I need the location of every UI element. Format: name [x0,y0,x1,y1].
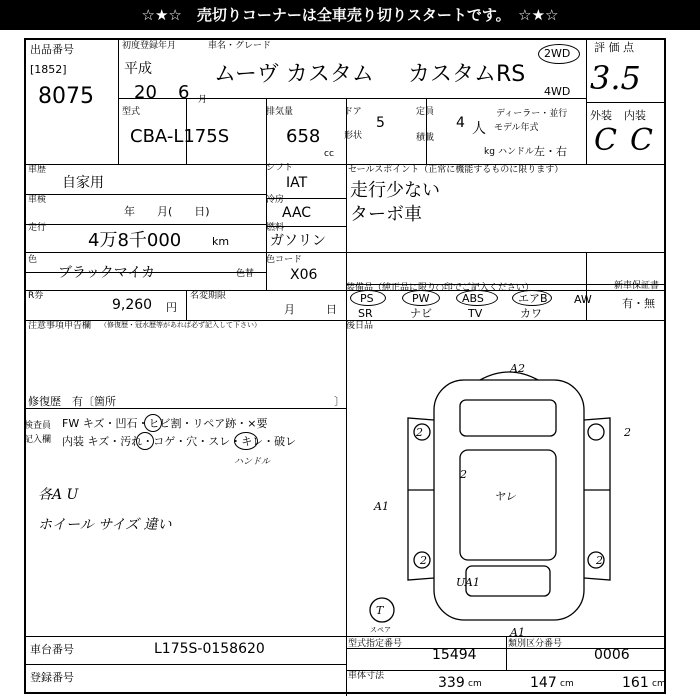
equip-tag-2: PW [412,292,430,305]
doors-value: 5 [376,115,385,131]
circled-stone-chip [144,414,162,432]
capacity-label: 積載 [416,133,435,143]
spec-len-unit: cm [468,679,482,689]
diagram-mark-a2: A2 [510,362,525,375]
inspection-label: 車検 [28,195,47,205]
ext-label: 外装 [590,109,612,122]
seats-value: 4 [456,115,465,131]
repair-label: 修復歴 有〔箇所 [28,395,116,408]
fuel-label: 燃料 [266,223,285,233]
lot-sub: [1852] [30,63,67,76]
diagram-mark-2-mid: 2 [460,468,467,481]
type-value: CBA-L175S [130,126,230,147]
banner: ☆★☆ 売切りコーナーは全車売り切りスタートです。 ☆★☆ [0,0,700,30]
kg-unit: kg [484,147,495,157]
reg-era: 平成 [124,61,152,77]
shape-label: 形状 [344,131,363,141]
dealer-label: ディーラー・並行 [496,109,568,119]
engine-label: 排気量 [266,107,294,117]
model-year-label: モデル年式 [494,123,539,133]
diagram-mark-t: T [376,604,384,617]
after-label: 後日品 [346,321,374,331]
equip-sub-4: カワ [520,307,542,320]
shift-label: シフト [266,163,294,173]
name-change-day: 日 [326,303,337,316]
inspector-row2: 内装 キズ・汚れ・コゲ・穴・スレ・キレ・破レ [62,435,297,448]
mileage-label: 走行 [28,223,47,233]
diagram-mark-a1-left: A1 [374,500,389,513]
equip-aw: AW [574,293,592,306]
spec-class-label: 類別区分番号 [508,639,563,649]
ac-value: AAC [282,205,312,221]
ext-grade: C [594,123,617,158]
lot-label: 出品番号 [30,43,74,56]
equip-sub-3: TV [468,307,483,320]
new-warranty-value: 有・無 [622,297,655,310]
grade-name: カスタムRS [408,62,526,87]
drive-2wd: 2WD [544,47,571,60]
diagram-mark-yare: ヤレ [494,490,516,503]
spec-type-label: 型式指定番号 [348,639,403,649]
seats-unit: 人 [472,121,486,137]
fuel-value: ガソリン [270,233,326,249]
diagram-mark-2-rr: 2 [596,554,603,567]
diagram-mark-2-rl: 2 [420,554,427,567]
diagram-mark-a1-rear: A1 [510,626,525,638]
ac-label: 冷房 [266,195,285,205]
mileage-value: 4万8千000 [88,230,182,251]
notes-hint: （修復歴・冠水歴等があれば必ず記入して下さい） [100,321,261,329]
lot-number: 8075 [38,84,94,109]
color-value: ブラックマイカ [58,265,156,281]
recycle-value: 9,260 [112,297,153,313]
inspector-label1: 検査員 [24,421,52,431]
reg-year: 20 [134,82,157,103]
mileage-unit: km [212,235,230,248]
diagram-mark-ua1: UA1 [456,576,480,589]
name-change-month: 月 [284,303,295,316]
reg-month-unit: 月 [198,95,208,105]
name-label: 車名・グレード [208,41,272,51]
plate-label: 登録番号 [30,671,74,684]
equip-sub-1: SR [358,307,373,320]
repair-close: 〕 [334,395,345,408]
type-label: 型式 [122,107,141,117]
equip-tag-3: ABS [462,292,484,305]
engine-value: 658 [286,126,321,147]
chassis-value: L175S-0158620 [154,641,265,657]
color-code-label: 色コード [266,255,303,265]
spec-length: 339 [438,675,465,691]
diagram-mark-2-fr: 2 [624,426,631,439]
doors-label: ドア [344,107,362,117]
usage-value: 自家用 [62,175,104,191]
shift-value: IAT [286,175,308,191]
int-label: 内装 [624,109,646,122]
new-warranty-label: 新車保証書 [614,281,660,291]
seats-label: 定員 [416,107,435,117]
handle-value: 左・右 [534,145,567,158]
chassis-label: 車台番号 [30,643,74,656]
color-num-label: 色替 [236,269,255,279]
circled-scuff [234,432,258,450]
handle-label: ハンドル [498,147,535,157]
handwritten-line1: 各A U [38,487,79,503]
name-change-label: 名変期限 [190,291,227,301]
sales-label: セールスポイント（正常に機能するものに限ります） [348,165,564,175]
recycle-label: R券 [28,291,44,301]
spec-height: 161 [622,675,649,691]
model-name: ムーヴ カスタム [214,62,374,87]
grade-label: 評 価 点 [594,41,634,54]
equip-tag-4: エアB [518,292,548,305]
int-grade: C [630,123,653,158]
color-code: X06 [290,267,318,283]
recycle-unit: 円 [166,301,177,314]
spec-class-value: 0006 [594,647,630,663]
handwritten-line2: ホイール サイズ 違い [38,517,172,533]
spec-len-label: 車体寸法 [348,671,385,681]
sales-line1: 走行少ない [350,180,440,201]
inspector-label2: 記入欄 [24,435,52,445]
circled-dirt [136,432,154,450]
diagram-mark-2-fl: 2 [416,426,423,439]
color-label: 色 [28,255,38,265]
inspector-mark: ハンドル [234,457,271,467]
spec-wid-unit: cm [560,679,574,689]
spec-width: 147 [530,675,557,691]
spec-type-value: 15494 [432,647,477,663]
car-diagram [360,360,660,638]
usage-label: 車歴 [28,165,47,175]
engine-unit: cc [324,149,334,159]
equip-sub-2: ナビ [410,307,432,320]
notes-label: 注意事項申告欄 [28,321,92,331]
reg-label: 初度登録年月 [122,41,177,51]
spec-hei-unit: cm [652,679,666,689]
reg-month: 6 [178,82,190,103]
sales-line2: ターボ車 [350,204,422,225]
drive-4wd: 4WD [544,85,571,98]
diagram-note: スペア [370,626,391,634]
equip-label: 装備品（純正品に限り○印でご記入ください） [346,283,534,293]
inspection-value: 年 月( 日) [124,205,210,218]
grade-value: 3.5 [590,59,641,97]
equip-tag-1: PS [360,292,374,305]
inspector-row1: FW キズ・凹石・ヒビ割・リペア跡・×要 [62,417,268,430]
